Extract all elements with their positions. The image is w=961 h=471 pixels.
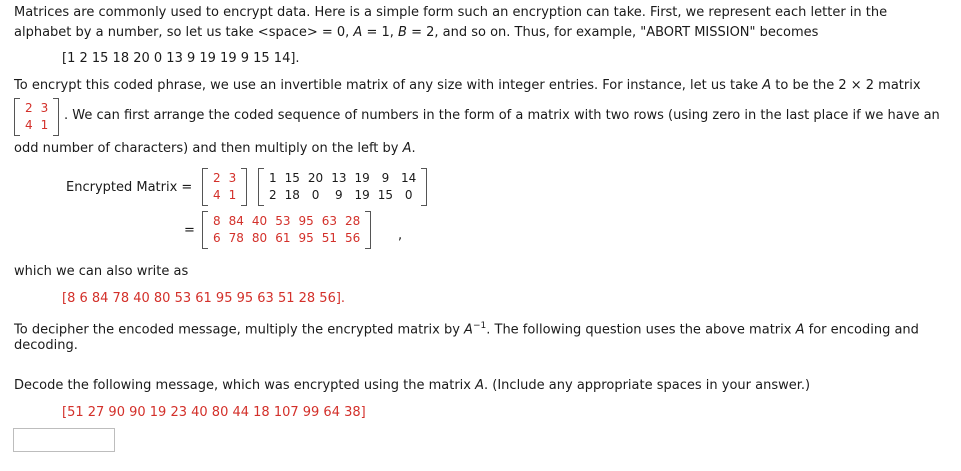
matrix-result [202,211,371,249]
matrix-A [202,168,247,206]
matrix-cell: 78 [228,231,244,245]
matrix-cell: 80 [251,231,268,245]
var-A: A [795,322,805,338]
matrix-cell: 61 [275,231,291,245]
matrix-cell: 2 [213,171,221,185]
matrix-cell: 40 [251,214,268,228]
matrix-cell: 15 [284,171,300,185]
question-text [14,378,810,394]
encrypt-text: to be the 2 × 2 matrix [771,78,921,93]
matrix-A-inline [14,98,59,136]
matrix-cell: 15 [377,188,394,202]
var-A: A [464,322,473,338]
matrix-cell: 1 [269,171,277,185]
matrix-cell: 9 [381,171,390,185]
write-as-text: which we can also write as [14,264,189,279]
matrix-cell: 3 [40,101,49,115]
matrix-cell: 56 [345,231,361,245]
matrix-cell: 63 [321,214,338,228]
matrix-cell: 20 [307,171,324,185]
space-symbol: <space> [257,25,318,40]
equals-sign: = [184,223,195,238]
matrix-cell: 0 [311,188,320,202]
intro-text: = 1, [362,25,399,40]
var-A: A [353,25,363,40]
matrix-cell: 14 [401,171,417,185]
decipher-text: To decipher the encoded message, multiply the encrypted matrix by [14,322,465,338]
decipher-text: for encoding and [804,322,919,338]
matrix-cell: 4 [25,118,33,132]
message-to-decode: [51 27 90 90 19 23 40 80 44 18 107 99 64 38] [62,405,366,420]
matrix-cell: 8 [213,214,221,228]
trailing-comma: , [398,228,403,243]
matrix-cell: 84 [228,214,244,228]
matrix-cell: 95 [298,231,314,245]
matrix-cell: 6 [213,231,221,245]
encrypt-line-1 [14,78,921,94]
var-A: A [762,78,772,93]
matrix-cell: 13 [331,171,347,185]
encrypt-line-3 [14,141,416,157]
question-part: Decode the following message, which was encrypted using the matrix [14,378,476,393]
matrix-code [258,168,427,206]
encrypt-line-2: . We can first arrange the coded sequence of numbers in the form of a matrix with two rows (using zero in the last place if we have an [64,108,940,123]
matrix-cell: 19 [354,171,370,185]
intro-line-1: Matrices are commonly used to encrypt data. Here is a simple form such an encryption can take. First, we represent each letter in the [14,5,888,20]
answer-input[interactable] [13,428,115,452]
var-B: B [398,25,407,40]
encrypt-text: To encrypt this coded phrase, we use an invertible matrix of any size with integer entries. For instance, let us take [14,78,763,93]
matrix-cell: 19 [354,188,370,202]
intro-text: = 2, and so on. Thus, for example, "ABORT MISSION" becomes [406,25,819,40]
decipher-line-2: decoding. [14,338,78,353]
matrix-cell: 0 [404,188,413,202]
var-A: A [402,141,412,156]
encrypted-sequence: [8 6 84 78 40 80 53 61 95 95 63 51 28 56]. [62,291,346,306]
matrix-cell: 2 [25,101,33,115]
decipher-line-1 [14,318,919,338]
encrypt-text: . [411,141,416,156]
inverse-exponent: −1 [472,321,487,331]
matrix-cell: 4 [213,188,221,202]
matrix-cell: 28 [345,214,361,228]
matrix-cell: 95 [298,214,314,228]
var-A: A [475,378,485,393]
matrix-cell: 9 [335,188,343,202]
matrix-cell: 2 [269,188,277,202]
code-example: [1 2 15 18 20 0 13 9 19 19 9 15 14]. [62,51,300,66]
encrypted-matrix-label: Encrypted Matrix = [66,180,193,195]
decipher-text: . The following question uses the above matrix [486,322,796,338]
question-part: . (Include any appropriate spaces in your answer.) [484,378,811,393]
intro-text: alphabet by a number, so let us take [14,25,258,40]
matrix-cell: 1 [40,118,49,132]
matrix-cell: 53 [275,214,291,228]
matrix-cell: 3 [228,171,237,185]
intro-line-2 [14,25,818,41]
matrix-cell: 1 [228,188,237,202]
matrix-cell: 18 [284,188,300,202]
encrypt-text: odd number of characters) and then multiply on the left by [14,141,403,156]
intro-text: = 0, [317,25,354,40]
matrix-cell: 51 [321,231,338,245]
